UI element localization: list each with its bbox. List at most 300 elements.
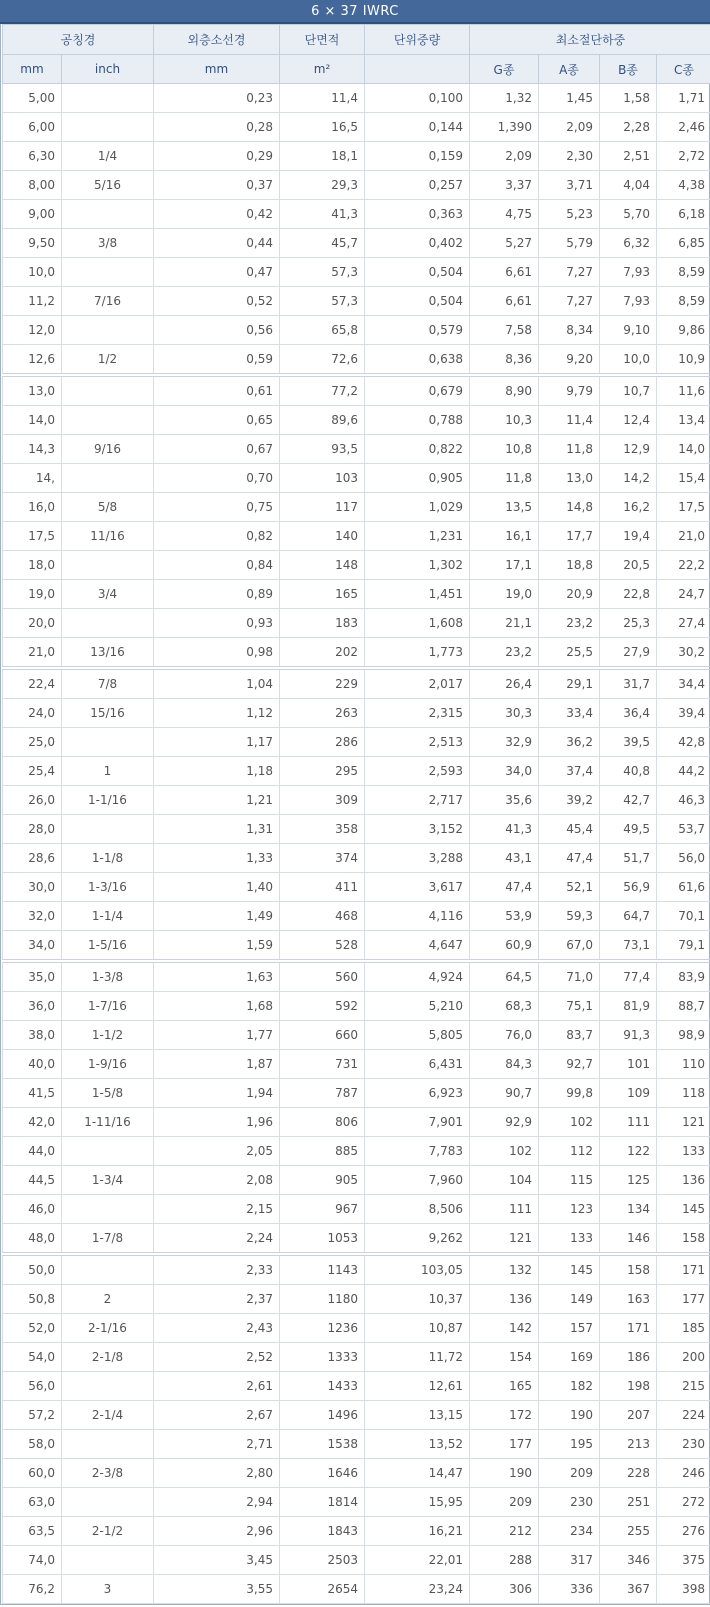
header-unit-inch: inch — [62, 55, 154, 84]
cell-load-a: 13,0 — [539, 464, 600, 493]
cell-outer-wire-mm: 0,59 — [154, 345, 280, 376]
cell-unit-weight: 0,402 — [365, 229, 470, 258]
table-row — [3, 171, 710, 200]
cell-outer-wire-mm: 2,37 — [154, 1285, 280, 1314]
cell-load-b: 20,5 — [600, 551, 657, 580]
cell-load-g: 4,75 — [470, 200, 539, 229]
cell-nominal-mm: 52,0 — [3, 1314, 62, 1343]
cell-load-a: 59,3 — [539, 902, 600, 931]
cell-unit-weight: 2,017 — [365, 668, 470, 699]
cell-nominal-inch — [62, 316, 154, 345]
cell-load-b: 77,4 — [600, 961, 657, 992]
cell-load-g: 26,4 — [470, 668, 539, 699]
cell-load-c: 88,7 — [657, 992, 710, 1021]
cell-outer-wire-mm: 0,84 — [154, 551, 280, 580]
cell-nominal-mm: 9,00 — [3, 200, 62, 229]
cell-load-c: 61,6 — [657, 873, 710, 902]
cell-unit-weight: 0,257 — [365, 171, 470, 200]
cell-outer-wire-mm: 2,80 — [154, 1459, 280, 1488]
cell-unit-weight: 6,923 — [365, 1079, 470, 1108]
cell-unit-weight: 4,924 — [365, 961, 470, 992]
cell-load-c: 53,7 — [657, 815, 710, 844]
table-row — [3, 1372, 710, 1401]
cell-unit-weight: 7,783 — [365, 1137, 470, 1166]
cell-load-a: 230 — [539, 1488, 600, 1517]
table-row — [3, 1343, 710, 1372]
cell-outer-wire-mm: 1,94 — [154, 1079, 280, 1108]
cell-load-a: 3,71 — [539, 171, 600, 200]
cell-nominal-inch — [62, 1488, 154, 1517]
cell-load-a: 36,2 — [539, 728, 600, 757]
cell-nominal-mm: 9,50 — [3, 229, 62, 258]
cell-unit-weight: 0,679 — [365, 375, 470, 406]
cell-load-b: 158 — [600, 1254, 657, 1285]
cell-outer-wire-mm: 2,67 — [154, 1401, 280, 1430]
cell-load-c: 145 — [657, 1195, 710, 1224]
cell-area: 374 — [280, 844, 365, 873]
cell-load-a: 25,5 — [539, 638, 600, 669]
cell-outer-wire-mm: 1,63 — [154, 961, 280, 992]
cell-nominal-inch: 2-1/8 — [62, 1343, 154, 1372]
cell-load-b: 346 — [600, 1546, 657, 1575]
cell-outer-wire-mm: 0,28 — [154, 113, 280, 142]
cell-load-a: 112 — [539, 1137, 600, 1166]
cell-nominal-inch — [62, 406, 154, 435]
cell-nominal-inch: 1-3/4 — [62, 1166, 154, 1195]
cell-load-a: 157 — [539, 1314, 600, 1343]
cell-load-g: 111 — [470, 1195, 539, 1224]
cell-nominal-mm: 34,0 — [3, 931, 62, 962]
cell-outer-wire-mm: 0,93 — [154, 609, 280, 638]
table-row — [3, 815, 710, 844]
cell-load-a: 182 — [539, 1372, 600, 1401]
cell-area: 2503 — [280, 1546, 365, 1575]
cell-outer-wire-mm: 1,12 — [154, 699, 280, 728]
cell-area: 41,3 — [280, 200, 365, 229]
table-row — [3, 873, 710, 902]
cell-load-a: 145 — [539, 1254, 600, 1285]
table-row — [3, 1488, 710, 1517]
cell-load-a: 5,23 — [539, 200, 600, 229]
cell-outer-wire-mm: 2,96 — [154, 1517, 280, 1546]
cell-area: 1843 — [280, 1517, 365, 1546]
cell-nominal-inch: 1-3/8 — [62, 961, 154, 992]
cell-outer-wire-mm: 1,40 — [154, 873, 280, 902]
cell-nominal-mm: 12,0 — [3, 316, 62, 345]
cell-load-c: 6,85 — [657, 229, 710, 258]
cell-load-c: 8,59 — [657, 287, 710, 316]
cell-load-g: 10,8 — [470, 435, 539, 464]
cell-load-g: 8,36 — [470, 345, 539, 376]
cell-nominal-mm: 14,0 — [3, 406, 62, 435]
cell-load-a: 23,2 — [539, 609, 600, 638]
table-row — [3, 1517, 710, 1546]
cell-outer-wire-mm: 0,67 — [154, 435, 280, 464]
cell-nominal-mm: 13,0 — [3, 375, 62, 406]
cell-unit-weight: 9,262 — [365, 1224, 470, 1255]
cell-unit-weight: 7,960 — [365, 1166, 470, 1195]
cell-load-a: 99,8 — [539, 1079, 600, 1108]
cell-nominal-inch: 15/16 — [62, 699, 154, 728]
header-grade-g: G종 — [470, 55, 539, 84]
cell-load-b: 163 — [600, 1285, 657, 1314]
cell-nominal-inch — [62, 551, 154, 580]
cell-nominal-mm: 56,0 — [3, 1372, 62, 1401]
cell-load-a: 9,79 — [539, 375, 600, 406]
table-row — [3, 1137, 710, 1166]
cell-load-b: 39,5 — [600, 728, 657, 757]
cell-nominal-mm: 63,5 — [3, 1517, 62, 1546]
cell-load-c: 24,7 — [657, 580, 710, 609]
cell-nominal-mm: 41,5 — [3, 1079, 62, 1108]
cell-area: 202 — [280, 638, 365, 669]
cell-load-c: 215 — [657, 1372, 710, 1401]
cell-nominal-mm: 14, — [3, 464, 62, 493]
cell-load-a: 52,1 — [539, 873, 600, 902]
cell-load-a: 17,7 — [539, 522, 600, 551]
cell-nominal-mm: 6,30 — [3, 142, 62, 171]
cell-load-b: 134 — [600, 1195, 657, 1224]
table-row — [3, 1166, 710, 1195]
cell-load-g: 60,9 — [470, 931, 539, 962]
cell-load-g: 7,58 — [470, 316, 539, 345]
cell-load-c: 6,18 — [657, 200, 710, 229]
cell-load-a: 8,34 — [539, 316, 600, 345]
cell-load-b: 7,93 — [600, 287, 657, 316]
table-row — [3, 1430, 710, 1459]
cell-unit-weight: 16,21 — [365, 1517, 470, 1546]
cell-load-c: 177 — [657, 1285, 710, 1314]
cell-outer-wire-mm: 1,04 — [154, 668, 280, 699]
cell-load-b: 10,0 — [600, 345, 657, 376]
cell-load-g: 177 — [470, 1430, 539, 1459]
cell-load-a: 83,7 — [539, 1021, 600, 1050]
cell-nominal-mm: 32,0 — [3, 902, 62, 931]
cell-area: 11,4 — [280, 84, 365, 113]
cell-nominal-inch — [62, 464, 154, 493]
cell-nominal-inch — [62, 200, 154, 229]
cell-unit-weight: 10,37 — [365, 1285, 470, 1314]
cell-load-c: 17,5 — [657, 493, 710, 522]
cell-unit-weight: 3,617 — [365, 873, 470, 902]
cell-nominal-mm: 18,0 — [3, 551, 62, 580]
table-row — [3, 699, 710, 728]
table-row — [3, 786, 710, 815]
cell-nominal-mm: 35,0 — [3, 961, 62, 992]
cell-load-a: 37,4 — [539, 757, 600, 786]
cell-nominal-inch — [62, 84, 154, 113]
cell-load-g: 92,9 — [470, 1108, 539, 1137]
cell-area: 1496 — [280, 1401, 365, 1430]
cell-nominal-mm: 10,0 — [3, 258, 62, 287]
cell-load-b: 64,7 — [600, 902, 657, 931]
cell-nominal-mm: 54,0 — [3, 1343, 62, 1372]
cell-load-c: 4,38 — [657, 171, 710, 200]
cell-nominal-inch: 1-1/16 — [62, 786, 154, 815]
cell-load-b: 109 — [600, 1079, 657, 1108]
table-row — [3, 1401, 710, 1430]
header-grade-a: A종 — [539, 55, 600, 84]
table-row — [3, 1050, 710, 1079]
cell-outer-wire-mm: 0,75 — [154, 493, 280, 522]
cell-load-c: 98,9 — [657, 1021, 710, 1050]
cell-load-b: 49,5 — [600, 815, 657, 844]
cell-load-c: 185 — [657, 1314, 710, 1343]
cell-outer-wire-mm: 2,08 — [154, 1166, 280, 1195]
cell-load-b: 101 — [600, 1050, 657, 1079]
cell-load-g: 102 — [470, 1137, 539, 1166]
cell-load-b: 42,7 — [600, 786, 657, 815]
cell-nominal-inch: 9/16 — [62, 435, 154, 464]
cell-load-a: 47,4 — [539, 844, 600, 873]
table-row — [3, 1546, 710, 1575]
cell-load-g: 8,90 — [470, 375, 539, 406]
cell-outer-wire-mm: 0,56 — [154, 316, 280, 345]
cell-outer-wire-mm: 1,49 — [154, 902, 280, 931]
cell-unit-weight: 1,029 — [365, 493, 470, 522]
cell-load-g: 104 — [470, 1166, 539, 1195]
cell-load-b: 14,2 — [600, 464, 657, 493]
cell-outer-wire-mm: 3,45 — [154, 1546, 280, 1575]
cell-load-g: 68,3 — [470, 992, 539, 1021]
cell-unit-weight: 22,01 — [365, 1546, 470, 1575]
cell-load-g: 1,390 — [470, 113, 539, 142]
cell-area: 806 — [280, 1108, 365, 1137]
cell-nominal-mm: 30,0 — [3, 873, 62, 902]
cell-load-c: 30,2 — [657, 638, 710, 669]
table-row — [3, 84, 710, 113]
cell-load-g: 11,8 — [470, 464, 539, 493]
cell-load-c: 44,2 — [657, 757, 710, 786]
cell-area: 905 — [280, 1166, 365, 1195]
cell-load-g: 132 — [470, 1254, 539, 1285]
table-row — [3, 1285, 710, 1314]
cell-nominal-mm: 44,0 — [3, 1137, 62, 1166]
header-cross-section-area: 단면적 — [280, 25, 365, 55]
cell-load-g: 172 — [470, 1401, 539, 1430]
cell-unit-weight: 8,506 — [365, 1195, 470, 1224]
cell-nominal-inch: 1 — [62, 757, 154, 786]
cell-unit-weight: 4,647 — [365, 931, 470, 962]
cell-load-b: 146 — [600, 1224, 657, 1255]
cell-nominal-inch — [62, 1372, 154, 1401]
cell-load-g: 76,0 — [470, 1021, 539, 1050]
cell-load-c: 34,4 — [657, 668, 710, 699]
cell-nominal-inch: 1-5/8 — [62, 1079, 154, 1108]
cell-nominal-inch — [62, 1137, 154, 1166]
cell-area: 731 — [280, 1050, 365, 1079]
cell-load-a: 39,2 — [539, 786, 600, 815]
cell-nominal-inch: 2-1/2 — [62, 1517, 154, 1546]
cell-nominal-inch — [62, 375, 154, 406]
cell-area: 592 — [280, 992, 365, 1021]
cell-area: 1143 — [280, 1254, 365, 1285]
cell-outer-wire-mm: 0,98 — [154, 638, 280, 669]
cell-load-a: 29,1 — [539, 668, 600, 699]
cell-nominal-inch: 3/8 — [62, 229, 154, 258]
cell-nominal-inch: 7/16 — [62, 287, 154, 316]
cell-load-b: 251 — [600, 1488, 657, 1517]
cell-nominal-inch: 1-11/16 — [62, 1108, 154, 1137]
cell-unit-weight: 0,100 — [365, 84, 470, 113]
cell-load-g: 1,32 — [470, 84, 539, 113]
cell-area: 16,5 — [280, 113, 365, 142]
cell-load-a: 7,27 — [539, 287, 600, 316]
cell-area: 183 — [280, 609, 365, 638]
cell-nominal-inch — [62, 113, 154, 142]
wire-rope-spec-table — [2, 24, 710, 1604]
cell-load-b: 31,7 — [600, 668, 657, 699]
cell-load-a: 20,9 — [539, 580, 600, 609]
cell-load-g: 142 — [470, 1314, 539, 1343]
cell-area: 2654 — [280, 1575, 365, 1604]
header-row-group — [3, 25, 710, 55]
cell-load-a: 2,09 — [539, 113, 600, 142]
table-row — [3, 844, 710, 873]
cell-load-c: 121 — [657, 1108, 710, 1137]
cell-load-g: 212 — [470, 1517, 539, 1546]
cell-load-c: 272 — [657, 1488, 710, 1517]
cell-area: 57,3 — [280, 287, 365, 316]
cell-nominal-inch: 1/4 — [62, 142, 154, 171]
cell-nominal-mm: 76,2 — [3, 1575, 62, 1604]
cell-load-a: 133 — [539, 1224, 600, 1255]
cell-load-g: 13,5 — [470, 493, 539, 522]
cell-load-c: 22,2 — [657, 551, 710, 580]
cell-load-g: 53,9 — [470, 902, 539, 931]
cell-unit-weight: 7,901 — [365, 1108, 470, 1137]
cell-outer-wire-mm: 2,33 — [154, 1254, 280, 1285]
cell-load-b: 9,10 — [600, 316, 657, 345]
cell-load-g: 288 — [470, 1546, 539, 1575]
cell-nominal-mm: 46,0 — [3, 1195, 62, 1224]
cell-nominal-mm: 50,8 — [3, 1285, 62, 1314]
cell-unit-weight: 12,61 — [365, 1372, 470, 1401]
cell-outer-wire-mm: 0,65 — [154, 406, 280, 435]
cell-area: 45,7 — [280, 229, 365, 258]
cell-load-c: 171 — [657, 1254, 710, 1285]
cell-load-a: 190 — [539, 1401, 600, 1430]
table-row — [3, 345, 710, 376]
cell-area: 229 — [280, 668, 365, 699]
cell-load-a: 209 — [539, 1459, 600, 1488]
table-row — [3, 1575, 710, 1604]
table-row — [3, 992, 710, 1021]
cell-unit-weight: 13,52 — [365, 1430, 470, 1459]
cell-nominal-inch — [62, 1546, 154, 1575]
cell-load-g: 2,09 — [470, 142, 539, 171]
cell-load-a: 1,45 — [539, 84, 600, 113]
cell-unit-weight: 6,431 — [365, 1050, 470, 1079]
cell-load-b: 40,8 — [600, 757, 657, 786]
table-row — [3, 464, 710, 493]
cell-outer-wire-mm: 1,21 — [154, 786, 280, 815]
cell-nominal-mm: 48,0 — [3, 1224, 62, 1255]
cell-load-c: 27,4 — [657, 609, 710, 638]
cell-load-g: 23,2 — [470, 638, 539, 669]
header-min-breaking-load: 최소절단하중 — [470, 25, 710, 55]
table-row — [3, 287, 710, 316]
cell-nominal-mm: 36,0 — [3, 992, 62, 1021]
cell-load-c: 15,4 — [657, 464, 710, 493]
cell-nominal-inch: 1-5/16 — [62, 931, 154, 962]
cell-load-g: 121 — [470, 1224, 539, 1255]
cell-nominal-mm: 14,3 — [3, 435, 62, 464]
cell-unit-weight: 1,302 — [365, 551, 470, 580]
cell-area: 1538 — [280, 1430, 365, 1459]
cell-area: 309 — [280, 786, 365, 815]
cell-load-c: 8,59 — [657, 258, 710, 287]
cell-load-g: 84,3 — [470, 1050, 539, 1079]
table-row — [3, 258, 710, 287]
cell-outer-wire-mm: 1,68 — [154, 992, 280, 1021]
cell-load-c: 110 — [657, 1050, 710, 1079]
cell-outer-wire-mm: 0,82 — [154, 522, 280, 551]
cell-load-b: 207 — [600, 1401, 657, 1430]
cell-load-a: 92,7 — [539, 1050, 600, 1079]
cell-area: 165 — [280, 580, 365, 609]
table-row — [3, 316, 710, 345]
cell-nominal-inch — [62, 1195, 154, 1224]
table-row — [3, 757, 710, 786]
cell-unit-weight: 3,288 — [365, 844, 470, 873]
cell-nominal-mm: 63,0 — [3, 1488, 62, 1517]
cell-load-b: 1,58 — [600, 84, 657, 113]
cell-outer-wire-mm: 2,61 — [154, 1372, 280, 1401]
cell-load-c: 70,1 — [657, 902, 710, 931]
cell-load-c: 398 — [657, 1575, 710, 1604]
cell-outer-wire-mm: 0,44 — [154, 229, 280, 258]
cell-unit-weight: 11,72 — [365, 1343, 470, 1372]
cell-load-a: 7,27 — [539, 258, 600, 287]
cell-load-g: 30,3 — [470, 699, 539, 728]
cell-unit-weight: 103,05 — [365, 1254, 470, 1285]
cell-load-a: 45,4 — [539, 815, 600, 844]
cell-nominal-inch: 1-9/16 — [62, 1050, 154, 1079]
cell-load-c: 2,46 — [657, 113, 710, 142]
cell-unit-weight: 0,504 — [365, 287, 470, 316]
cell-area: 660 — [280, 1021, 365, 1050]
cell-load-c: 200 — [657, 1343, 710, 1372]
cell-load-b: 91,3 — [600, 1021, 657, 1050]
table-row — [3, 551, 710, 580]
cell-load-b: 56,9 — [600, 873, 657, 902]
cell-load-c: 246 — [657, 1459, 710, 1488]
cell-area: 1814 — [280, 1488, 365, 1517]
cell-load-b: 198 — [600, 1372, 657, 1401]
cell-unit-weight: 15,95 — [365, 1488, 470, 1517]
header-row-units — [3, 55, 710, 84]
cell-outer-wire-mm: 0,42 — [154, 200, 280, 229]
cell-load-a: 5,79 — [539, 229, 600, 258]
header-unit-weight-empty — [365, 55, 470, 84]
cell-unit-weight: 2,315 — [365, 699, 470, 728]
cell-load-b: 10,7 — [600, 375, 657, 406]
cell-load-g: 154 — [470, 1343, 539, 1372]
table-row — [3, 1314, 710, 1343]
cell-nominal-inch: 2 — [62, 1285, 154, 1314]
cell-load-b: 51,7 — [600, 844, 657, 873]
table-row — [3, 609, 710, 638]
cell-load-b: 367 — [600, 1575, 657, 1604]
cell-unit-weight: 0,363 — [365, 200, 470, 229]
cell-area: 1236 — [280, 1314, 365, 1343]
cell-load-a: 195 — [539, 1430, 600, 1459]
cell-load-c: 9,86 — [657, 316, 710, 345]
cell-nominal-inch — [62, 815, 154, 844]
table-title: 6 × 37 IWRC — [0, 0, 710, 24]
cell-area: 967 — [280, 1195, 365, 1224]
